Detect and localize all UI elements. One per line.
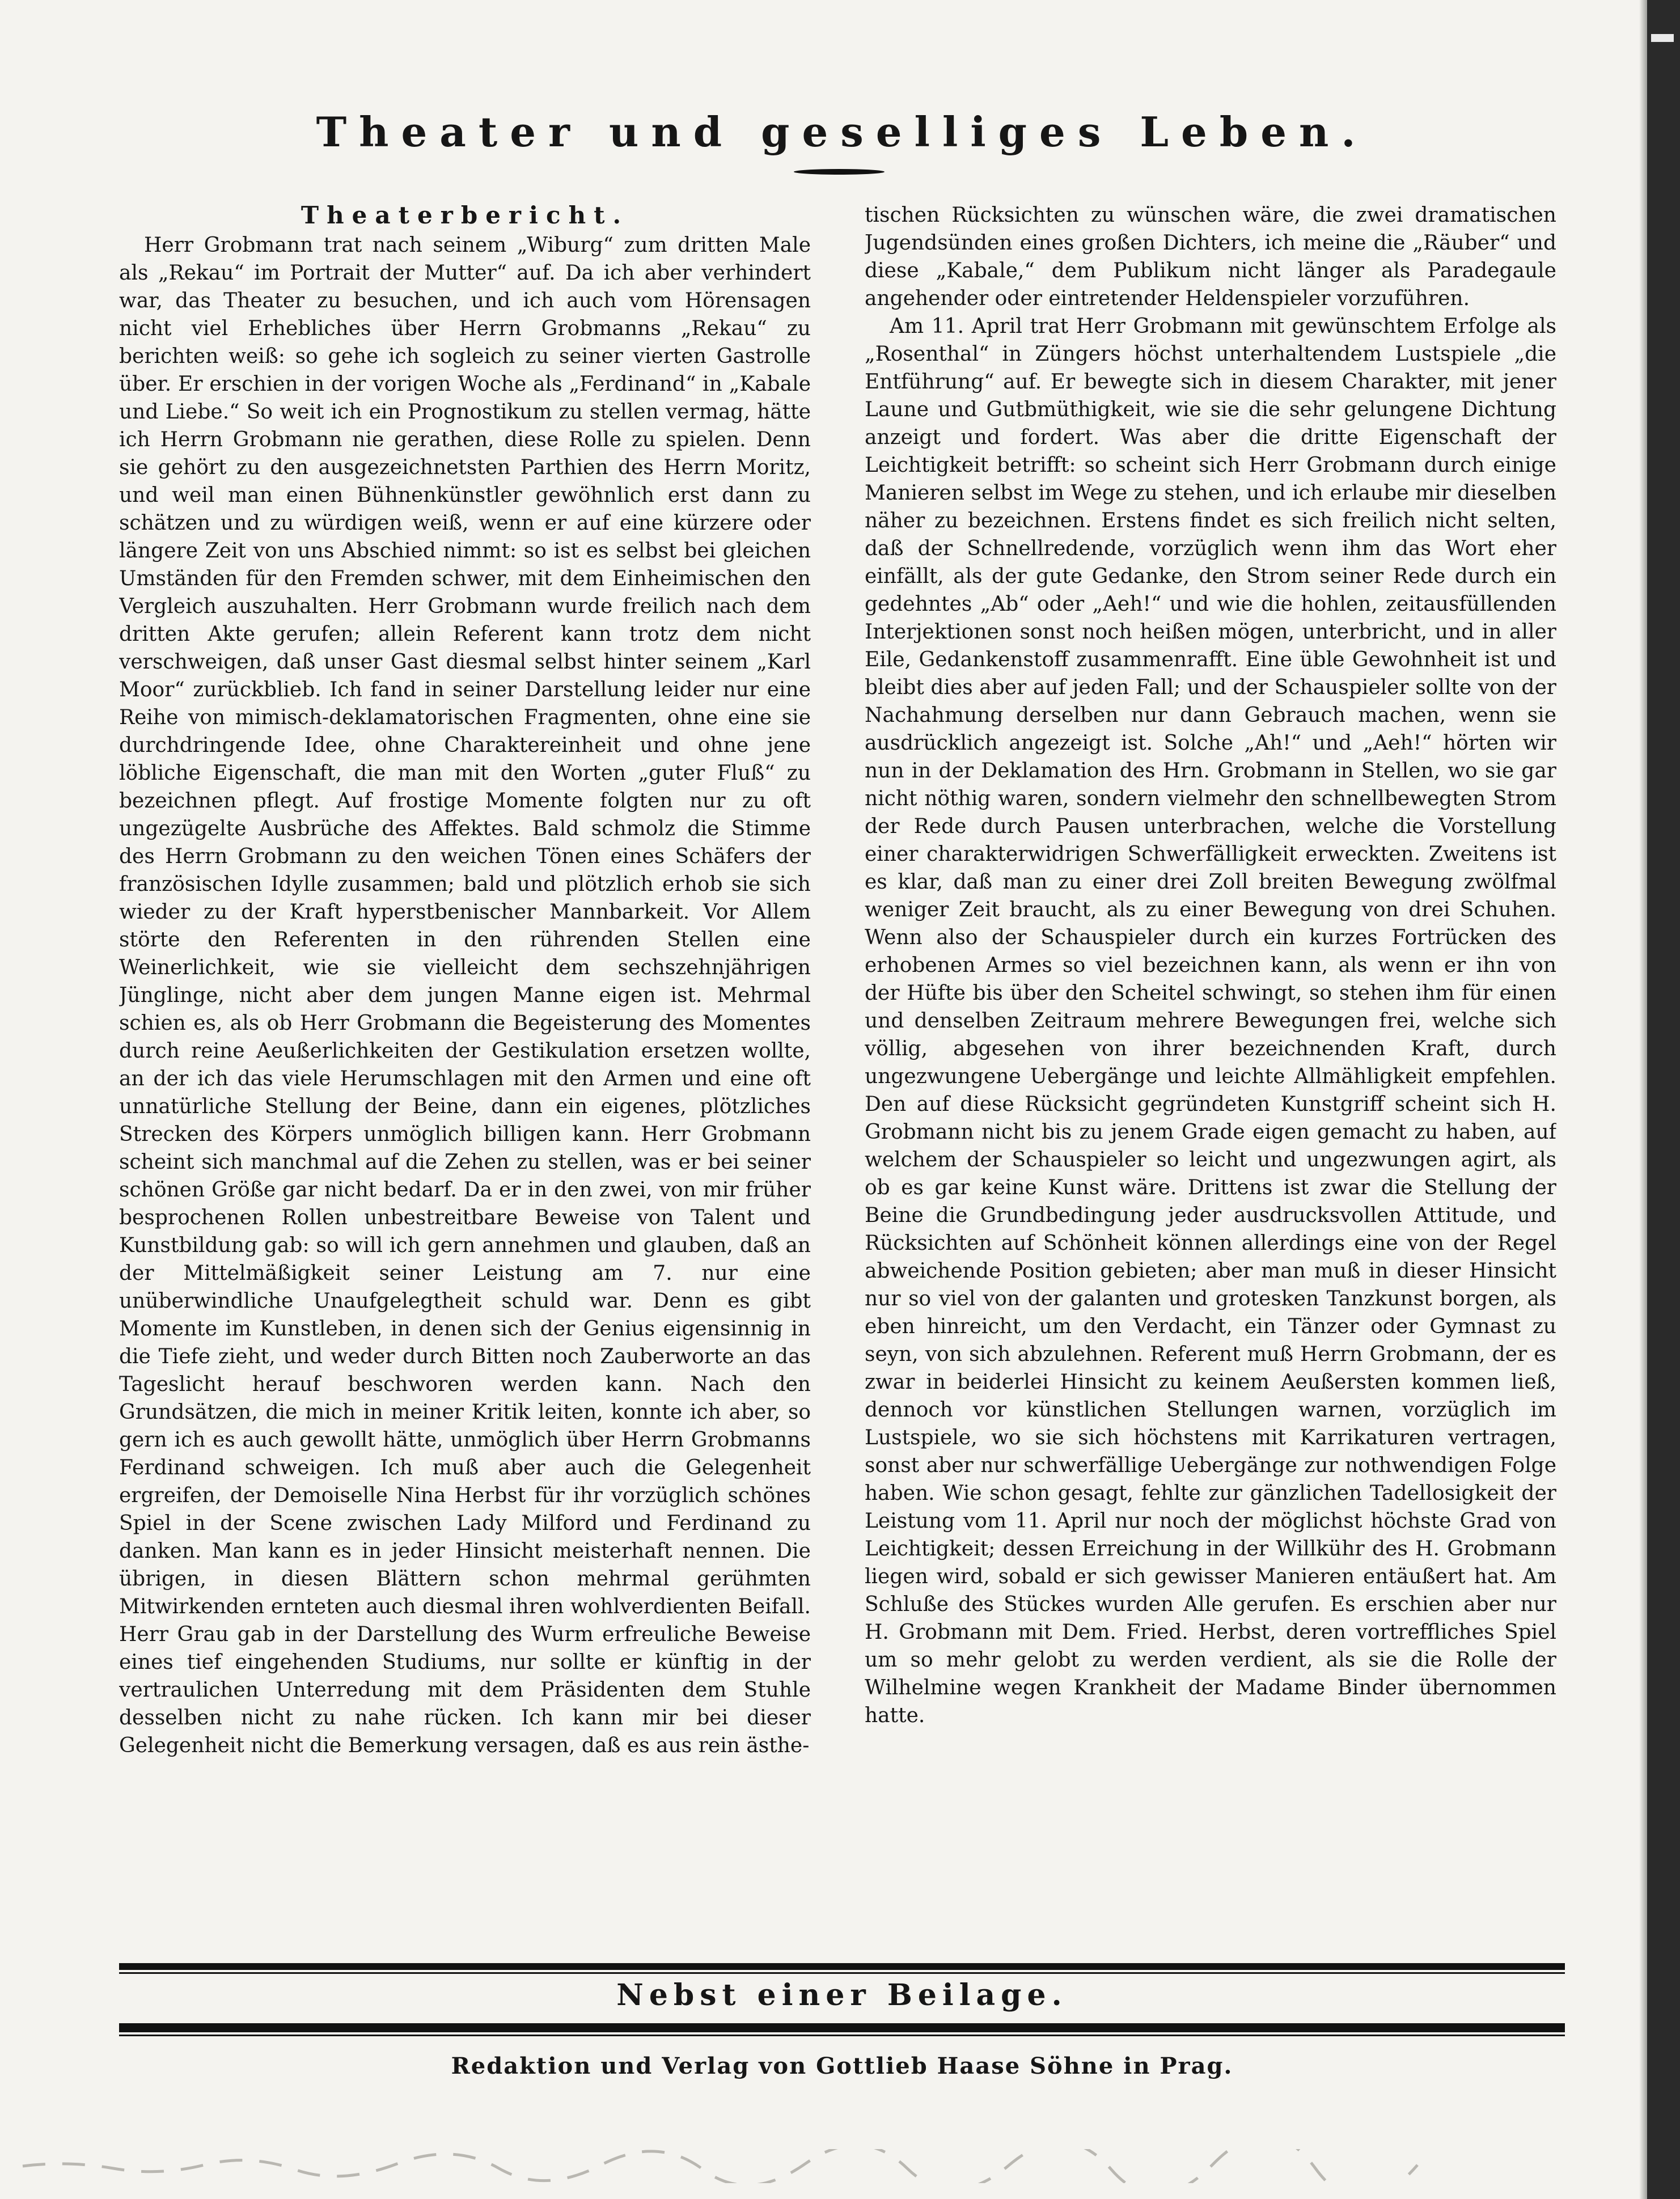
scan-edge-mark [1651, 34, 1674, 42]
footer-rule-bottom [119, 2023, 1565, 2032]
scan-bleed-through [0, 2149, 1680, 2183]
article-paragraph: Am 11. April trat Herr Grobmann mit gewünschtem Erfolge als „Rosenthal“ in Züngers höchst unterhaltendem Lustspiele „die Entführung“ auf. Er bewegte sich in diesem Charakter, mit jener Laune und Gutbmüthigkeit, wie sie die sehr gelungene Dichtung anzeigt und fordert. Was aber die dritte Eigenschaft der Leichtigkeit betrifft: so scheint sich Herr Grobmann durch einige Manieren selbst im Wege zu stehen, und ich erlaube mir dieselben näher zu bezeichnen. Erstens findet es sich freilich nicht selten, daß der Schnellredende, vorzüglich wenn ihm das Wort eher einfällt, als der gute Gedanke, den Strom seiner Rede durch ein gedehntes „Ab“ oder „Aeh!“ und wie die hohlen, zeitausfüllenden Interjektionen sonst noch heißen mögen, unterbricht, und in aller Eile, Gedankenstoff zusammenrafft. Eine üble Gewohnheit ist und bleibt dies aber auf jeden Fall; und der Schauspieler sollte von der Nachahmung derselben nur dann Gebrauch machen, wenn sie ausdrücklich angezeigt ist. Solche „Ah!“ und „Aeh!“ hörten wir nun in der Deklamation des Hrn. Grobmann in Stellen, wo sie gar nicht nöthig waren, sondern vielmehr den schnellbewegten Strom der Rede durch Pausen unterbrachen, welche die Vorstellung einer charakterwidrigen Schwerfälligkeit erweckten. Zweitens ist es klar, daß man zu einer drei Zoll breiten Bewegung zwölfmal weniger Zeit braucht, als zu einer Bewegung von drei Schuhen. Wenn also der Schauspieler durch ein kurzes Fortrücken des erhobenen Armes so viel bezeichnen kann, als wenn er ihn von der Hüfte bis über den Scheitel schwingt, so stehen ihm für einen und denselben Zeitraum mehrere Bewegungen frei, welche sich völlig, abgesehen von ihrer bezeichnenden Kraft, durch ungezwungene Uebergänge und leichte Allmähligkeit empfehlen. Den auf diese Rücksicht gegründeten Kunstgriff scheint sich H. Grobmann nicht bis zu jenem Grade eigen gemacht zu haben, auf welchem der Schauspieler so leicht und ungezwungen agirt, als ob es gar keine Kunst wäre. Drittens ist zwar die Stellung der Beine die Grundbedingung jeder ausdrucksvollen Attitude, und Rücksichten auf Schönheit können allerdings eine von der Regel abweichende Position gebieten; aber man muß in dieser Hinsicht nur so viel von der galanten und grotesken Tanzkunst borgen, als eben hinreicht, um den Verdacht, ein Tänzer oder Gymnast zu seyn, von sich abzulehnen. Referent muß Herrn Grobmann, der es zwar in beiderlei Hinsicht zu keinem Aeußersten kommen ließ, dennoch vor künstlichen Stellungen warnen, vorzüglich im Lustspiele, wo sie sich höchstens mit Karrikaturen vertragen, sonst aber nur schwerfällige Uebergänge zur nothwendigen Folge haben. Wie schon gesagt, fehlte zur gänzlichen Tadellosigkeit der Leistung vom 11. April nur noch der möglichst höchste Grad von Leichtigkeit; dessen Erreichung in der Willkühr des H. Grobmann liegen wird, sobald er sich gewisser Manieren entäußert hat. Am Schluße des Stückes wurden Alle gerufen. Es erschien aber nur H. Grobmann mit Dem. Fried. Herbst, deren vortreffliches Spiel um so mehr gelobt zu werden verdient, als sie die Rolle der Wilhelmine wegen Krankheit der Madame Binder übernommen hatte. [865, 315, 1556, 1727]
page-header-title: Theater und geselliges Leben. [316, 108, 1368, 156]
footer-rule-top [119, 1963, 1565, 1970]
article-column-left [119, 201, 811, 1993]
footer-rule-top-thin [119, 1972, 1565, 1974]
title-ornament-rule [794, 169, 885, 175]
footer-rule-bottom-thin [119, 2035, 1565, 2036]
article-paragraph: tischen Rücksichten zu wünschen wäre, die zwei dramatischen Jugendsünden eines großen Dichters, ich meine die „Räuber“ und diese „Kabale,“ dem Publikum nicht länger als Paradegaule angehender oder eintretender Heldenspieler vorzuführen. [865, 204, 1556, 310]
scan-page-edge [1647, 0, 1680, 2199]
article-title: Theaterbericht. [301, 201, 629, 229]
article-paragraph: Herr Grobmann trat nach seinem „Wiburg“ zum dritten Male als „Rekau“ im Portrait der Mutter“ auf. Da ich aber verhindert war, das Theater zu besuchen, und ich auch vom Hörensagen nicht viel Erhebliches über Herrn Grobmanns „Rekau“ zu berichten weiß: so gehe ich sogleich zu seiner vierten Gastrolle über. Er erschien in der vorigen Woche als „Ferdinand“ in „Kabale und Liebe.“ So weit ich ein Prognostikum zu stellen vermag, hätte ich Herrn Grobmann nie gerathen, diese Rolle zu spielen. Denn sie gehört zu den ausgezeichnetsten Parthien des Herrn Moritz, und weil man einen Bühnenkünstler gewöhnlich erst dann zu schätzen und zu würdigen weiß, wenn er auf eine kürzere oder längere Zeit von uns Abschied nimmt: so ist es selbst bei gleichen Umständen für den Fremden schwer, mit dem Einheimischen den Vergleich auszuhalten. Herr Grobmann wurde freilich nach dem dritten Akte gerufen; allein Referent kann trotz dem nicht verschweigen, daß unser Gast diesmal selbst hinter seinem „Karl Moor“ zurückblieb. Ich fand in seiner Darstellung leider nur eine Reihe von mimisch-deklamatorischen Fragmenten, ohne eine sie durchdringende Idee, ohne Charaktereinheit und ohne jene löbliche Eigenschaft, die man mit den Worten „guter Fluß“ zu bezeichnen pflegt. Auf frostige Momente folgten nur zu oft ungezügelte Ausbrüche des Affektes. Bald schmolz die Stimme des Herrn Grobmann zu den weichen Tönen eines Schäfers der französischen Idylle zusammen; bald und plötzlich erhob sie sich wieder zu der Kraft hyperstbenischer Mannbarkeit. Vor Allem störte den Referenten in den rührenden Stellen eine Weinerlichkeit, wie sie vielleicht dem sechszehnjährigen Jünglinge, nicht aber dem jungen Manne eigen ist. Mehrmal schien es, als ob Herr Grobmann die Begeisterung des Momentes durch reine Aeußerlichkeiten der Gestikulation ersetzen wollte, an der ich das viele Herumschlagen mit den Armen und eine oft unnatürliche Stellung der Beine, dann ein eigenes, plötzliches Strecken des Körpers unmöglich billigen kann. Herr Grobmann scheint sich manchmal auf die Zehen zu stellen, was er bei seiner schönen Größe gar nicht bedarf. Da er in den zwei, von mir früher besprochenen Rollen unbestreitbare Beweise von Talent und Kunstbildung gab: so will ich gern annehmen und glauben, daß an der Mittelmäßigkeit seiner Leistung am 7. nur eine unüberwindliche Unaufgelegtheit schuld war. Denn es gibt Momente im Kunstleben, in denen sich der Genius eigensinnig in die Tiefe zieht, und weder durch Bitten noch Zauberworte an das Tageslicht herauf beschworen werden kann. Nach den Grundsätzen, die mich in meiner Kritik leiten, konnte ich aber, so gern ich es auch gewollt hätte, unmöglich über Herrn Grobmanns Ferdinand schweigen. Ich muß aber auch die Gelegenheit ergreifen, der Demoiselle Nina Herbst für ihr vorzüglich schönes Spiel in der Scene zwischen Lady Milford und Ferdinand zu danken. Man kann es in jeder Hinsicht meisterhaft nennen. Die übrigen, in diesen Blättern schon mehrmal gerühmten Mitwirkenden ernteten auch diesmal ihren wohlverdienten Beifall. Herr Grau gab in der Darstellung des Wurm erfreuliche Beweise eines tief eingehenden Studiums, nur sollte er künftig in der vertraulichen Unterredung mit dem Präsidenten dem Stuhle desselben nicht zu nahe rücken. Ich kann mir bei dieser Gelegenheit nicht die Bemerkung versagen, daß es aus rein ästhe- [119, 234, 811, 1757]
article-column-right [865, 201, 1556, 1993]
publisher-imprint: Redaktion und Verlag von Gottlieb Haase Söhne in Prag. [451, 2053, 1233, 2079]
newspaper-page [119, 96, 1565, 2115]
supplement-notice: Nebst einer Beilage. [616, 1978, 1068, 2012]
